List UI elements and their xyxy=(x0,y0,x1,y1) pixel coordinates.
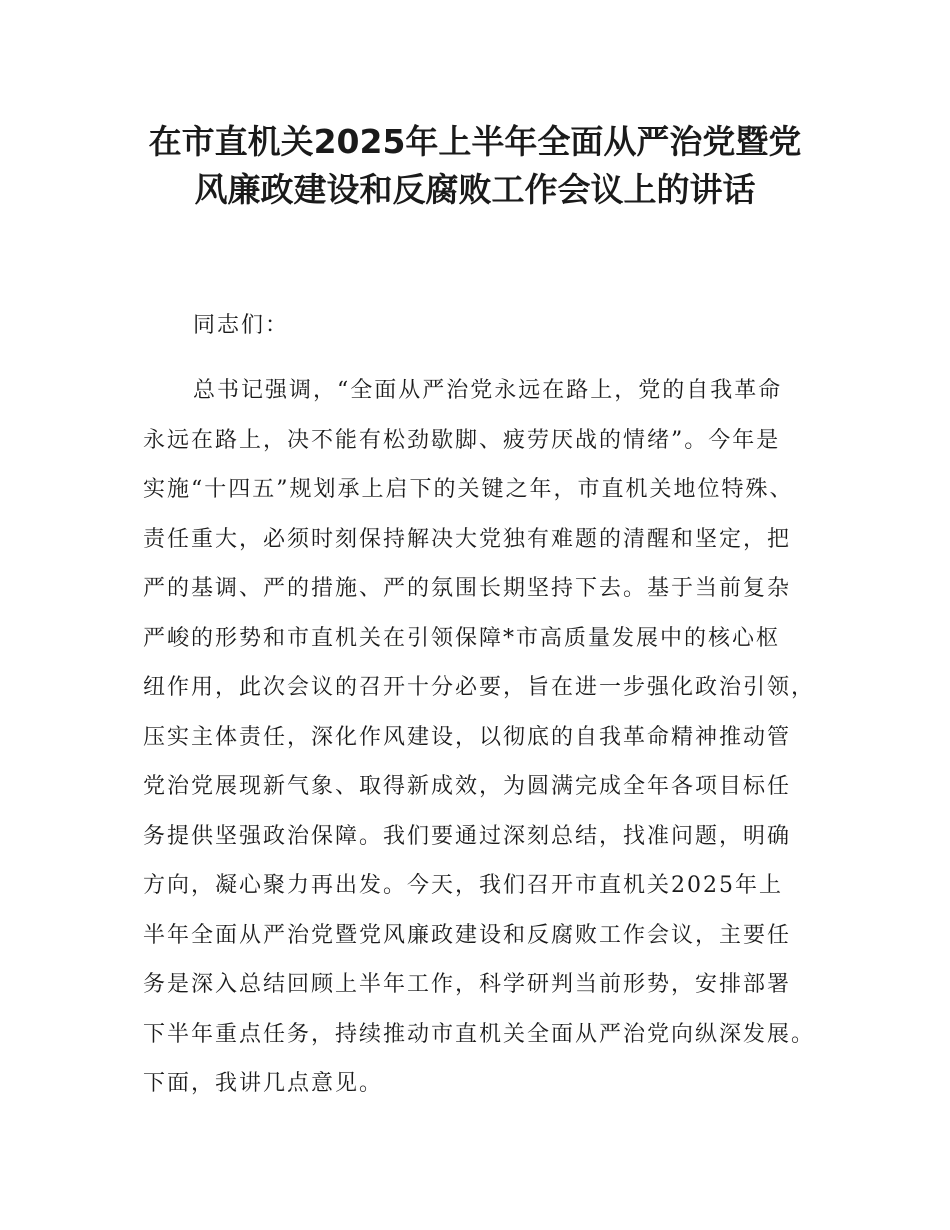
paragraph-line: 永远在路上，决不能有松劲歇脚、疲劳厌战的情绪”。今年是 xyxy=(143,427,781,453)
paragraph-line: 实施“十四五”规划承上启下的关键之年，市直机关地位特殊、 xyxy=(143,477,794,502)
paragraph-line: 责任重大，必须时刻保持解决大党独有难题的清醒和坚定，把 xyxy=(143,526,792,552)
salutation: 同志们： xyxy=(193,313,290,338)
title-line-1: 在市直机关2025年上半年全面从严治党暨党 xyxy=(148,122,802,161)
document-title xyxy=(0,118,950,214)
paragraph-line: 严峻的形势和市直机关在引领保障*市高质量发展中的核心枢 xyxy=(143,625,781,651)
paragraph-line: 下面，我讲几点意见。 xyxy=(143,1071,384,1096)
paragraph-line: 纽作用，此次会议的召开十分必要，旨在进一步强化政治引领， xyxy=(143,675,816,700)
paragraph-line: 压实主体责任，深化作风建设，以彻底的自我革命精神推动管 xyxy=(143,724,792,750)
paragraph-line: 下半年重点任务，持续推动市直机关全面从严治党向纵深发展。 xyxy=(143,1021,816,1047)
body-paragraph xyxy=(143,366,843,1109)
paragraph-line: 方向，凝心聚力再出发。今天，我们召开市直机关2025年上 xyxy=(143,873,783,898)
paragraph-line: 严的基调、严的措施、严的氛围长期坚持下去。基于当前复杂 xyxy=(143,576,792,601)
title-line-2: 风廉政建设和反腐败工作会议上的讲话 xyxy=(194,170,756,209)
paragraph-line: 务提供坚强政治保障。我们要通过深刻总结，找准问题，明确 xyxy=(143,823,792,849)
paragraph-line: 务是深入总结回顾上半年工作，科学研判当前形势，安排部署 xyxy=(143,972,792,997)
paragraph-line: 半年全面从严治党暨党风廉政建设和反腐败工作会议，主要任 xyxy=(143,922,792,948)
paragraph-line: 党治党展现新气象、取得新成效，为圆满完成全年各项目标任 xyxy=(143,774,792,799)
paragraph-line: 总书记强调，“全面从严治党永远在路上，党的自我革命 xyxy=(193,378,783,403)
